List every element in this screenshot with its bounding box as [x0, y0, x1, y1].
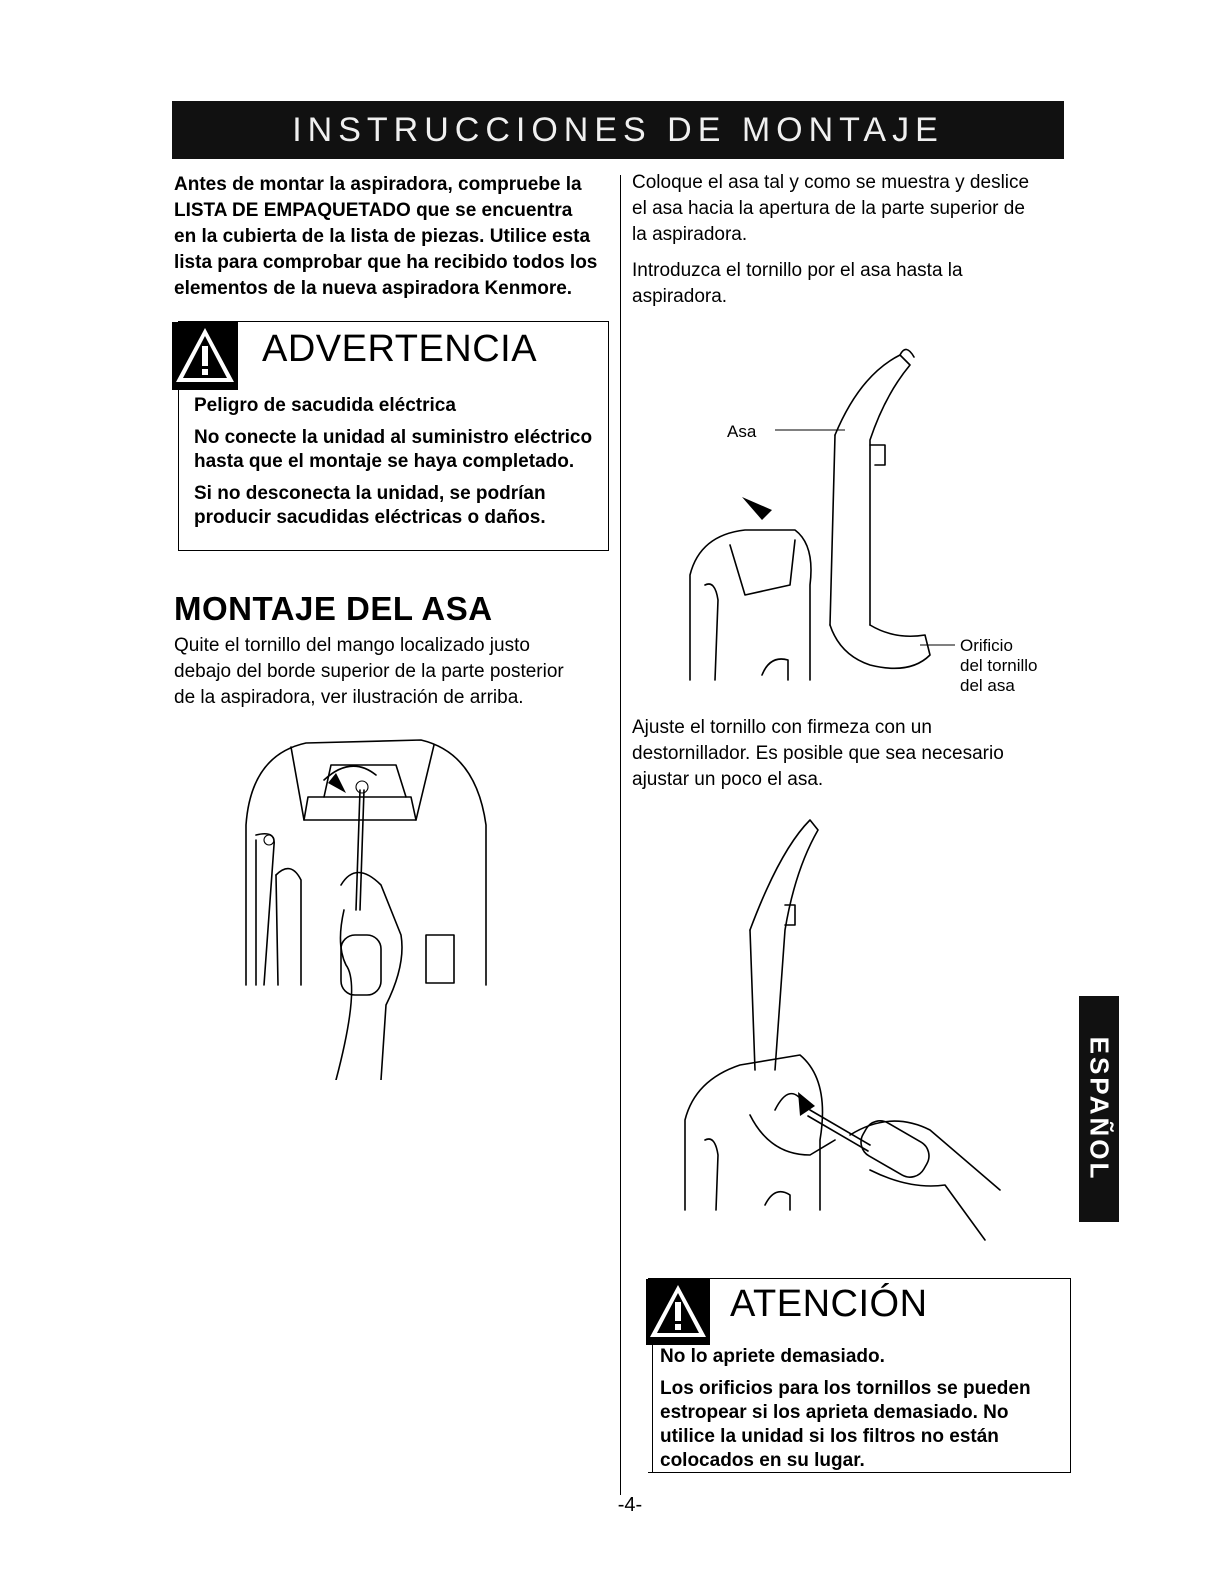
caution-line: utilice la unidad si los filtros no están	[660, 1426, 999, 1447]
right-paragraph-3	[632, 715, 1062, 793]
caution-title: ATENCIÓN	[730, 1283, 928, 1325]
right-line: la aspiradora.	[632, 224, 748, 245]
asa-label: Asa	[727, 422, 757, 441]
right-line: Ajuste el tornillo con firmeza con un	[632, 717, 932, 738]
intro-paragraph	[174, 172, 614, 302]
warning-line: Peligro de sacudida eléctrica	[194, 395, 456, 416]
caution-line: No lo apriete demasiado.	[660, 1346, 885, 1367]
right-line: Introduzca el tornillo por el asa hasta la	[632, 260, 963, 281]
caution-line: colocados en su lugar.	[660, 1450, 865, 1471]
page-title: INSTRUCCIONES DE MONTAJE	[292, 110, 944, 149]
caution-triangle-icon	[646, 1279, 716, 1345]
right-line: el asa hacia la apertura de la parte superior de	[632, 198, 1025, 219]
warning-line: No conecte la unidad al suministro eléctrico	[194, 427, 593, 448]
right-line: destornillador. Es posible que sea necesario	[632, 743, 1004, 764]
section-line: debajo del borde superior de la parte posterior	[174, 661, 564, 682]
section-line: Quite el tornillo del mango localizado justo	[174, 635, 530, 656]
warning-title: ADVERTENCIA	[262, 328, 538, 370]
caution-line: estropear si los aprieta demasiado. No	[660, 1402, 1009, 1423]
right-line: aspiradora.	[632, 286, 728, 307]
intro-line: lista para comprobar que ha recibido todos los	[174, 252, 598, 273]
caution-line: Los orificios para los tornillos se pueden	[660, 1378, 1031, 1399]
tighten-screw-illustration	[680, 810, 1020, 1245]
intro-line: Antes de montar la aspiradora, compruebe la	[174, 174, 582, 195]
right-paragraph-1	[632, 170, 1062, 248]
screw-hole-label: Orificio del tornillo del asa	[960, 636, 1038, 695]
header-banner	[172, 101, 1064, 159]
warning-box	[178, 321, 609, 551]
caution-box	[648, 1278, 1071, 1473]
intro-line: elementos de la nueva aspiradora Kenmore.	[174, 278, 573, 299]
section-paragraph	[174, 633, 614, 711]
intro-line: LISTA DE EMPAQUETADO que se encuentra	[174, 200, 573, 221]
warning-line: producir sacudidas eléctricas o daños.	[194, 507, 546, 528]
column-divider	[620, 175, 621, 1495]
page-number: -4-	[617, 1494, 643, 1516]
section-title: MONTAJE DEL ASA	[174, 590, 493, 627]
warning-triangle-icon	[172, 322, 244, 390]
warning-line: Si no desconecta la unidad, se podrían	[194, 483, 546, 504]
right-paragraph-2	[632, 258, 1062, 310]
section-line: de la aspiradora, ver ilustración de arriba.	[174, 687, 524, 708]
right-line: ajustar un poco el asa.	[632, 769, 824, 790]
warning-line: hasta que el montaje se haya completado.	[194, 451, 575, 472]
right-line: Coloque el asa tal y como se muestra y deslice	[632, 172, 1030, 193]
remove-screw-illustration	[236, 735, 496, 1080]
language-tab: ESPAÑOL	[1079, 996, 1119, 1222]
intro-line: en la cubierta de la lista de piezas. Utilice esta	[174, 226, 591, 247]
insert-handle-illustration	[670, 335, 970, 710]
